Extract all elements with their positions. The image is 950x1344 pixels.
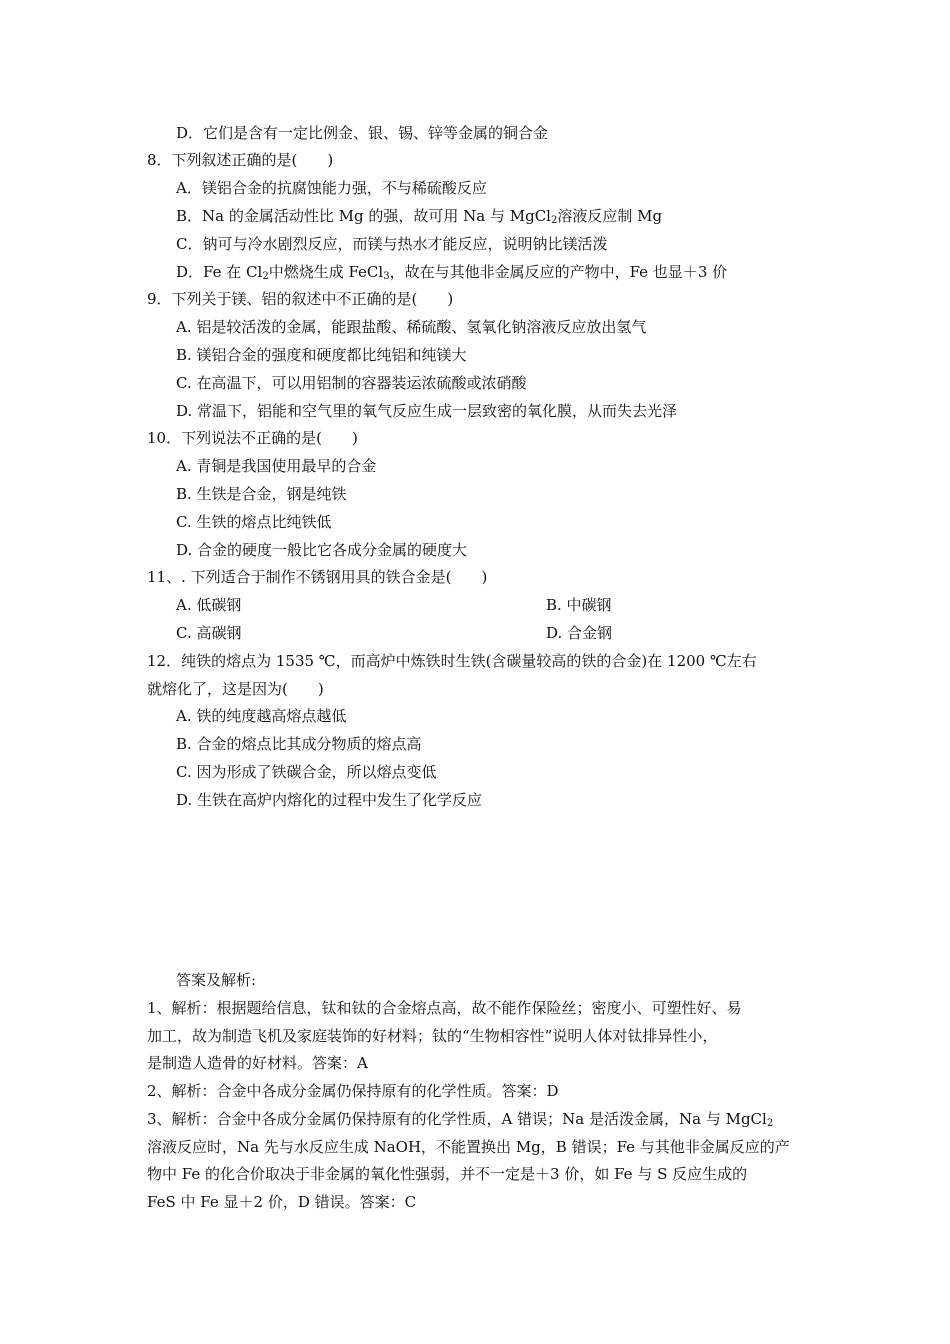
q12-stem-line1: 12．纯铁的熔点为 1535 ℃，而高炉中炼铁时生铁(含碳量较高的铁的合金)在 1200 ℃左右 — [147, 652, 757, 670]
answer-1-line1: 1、解析：根据题给信息，钛和钛的合金熔点高，故不能作保险丝；密度小、可塑性好、易 — [147, 999, 742, 1017]
q11-option-c: C. 高碳钢 — [176, 624, 242, 642]
q12-option-c: C. 因为形成了铁碳合金，所以熔点变低 — [176, 763, 437, 781]
q12-option-d: D. 生铁在高炉内熔化的过程中发生了化学反应 — [176, 791, 483, 809]
q8-option-a: A．镁铝合金的抗腐蚀能力强，不与稀硫酸反应 — [176, 179, 487, 197]
q9-option-b: B. 镁铝合金的强度和硬度都比纯铝和纯镁大 — [176, 346, 467, 364]
q9-option-c: C. 在高温下，可以用铝制的容器装运浓硫酸或浓硝酸 — [176, 374, 527, 392]
q12-stem-line2: 就熔化了，这是因为( ) — [147, 680, 324, 698]
q8-stem: 8．下列叙述正确的是( ) — [147, 151, 334, 169]
q10-option-a: A. 青铜是我国使用最早的合金 — [176, 457, 377, 475]
q12-option-a: A. 铁的纯度越高熔点越低 — [176, 707, 347, 725]
q12-option-b: B. 合金的熔点比其成分物质的熔点高 — [176, 735, 422, 753]
q10-option-d: D. 合金的硬度一般比它各成分金属的硬度大 — [176, 541, 468, 559]
q8-option-c: C．钠可与冷水剧烈反应，而镁与热水才能反应，说明钠比镁活泼 — [176, 235, 608, 253]
q9-option-a: A. 铝是较活泼的金属，能跟盐酸、稀硫酸、氢氧化钠溶液反应放出氢气 — [176, 318, 647, 336]
q10-option-b: B. 生铁是合金，钢是纯铁 — [176, 485, 347, 503]
q8-option-b: B．Na 的金属活动性比 Mg 的强，故可用 Na 与 MgCl$_2$溶液反应制 Mg — [176, 207, 663, 226]
q10-stem: 10．下列说法不正确的是( ) — [147, 429, 358, 447]
q7-option-d: D．它们是含有一定比例金、银、锡、锌等金属的铜合金 — [176, 124, 549, 142]
q11-option-b: B. 中碳钢 — [546, 596, 612, 614]
answer-3-line1: 3、解析：合金中各成分金属仍保持原有的化学性质，A 错误；Na 是活泼金属，Na 与 MgCl$_2$ — [147, 1110, 774, 1129]
answer-3-line3: 物中 Fe 的化合价取决于非金属的氧化性强弱，并不一定是＋3 价，如 Fe 与 S 反应生成的 — [147, 1165, 748, 1183]
answers-heading: 答案及解析: — [176, 971, 257, 989]
q9-option-d: D. 常温下，铝能和空气里的氧气反应生成一层致密的氧化膜，从而失去光泽 — [176, 402, 678, 420]
q11-option-d: D. 合金钢 — [546, 624, 613, 642]
answer-2: 2、解析：合金中各成分金属仍保持原有的化学性质。答案：D — [147, 1082, 559, 1100]
q8-option-d: D．Fe 在 $Cl_2$中燃烧生成 FeCl$_3$，故在与其他非金属反应的产物中，Fe 也显＋3 价 — [176, 263, 728, 282]
q11-stem: 11、. 下列适合于制作不锈钢用具的铁合金是( ) — [147, 568, 488, 586]
answer-3-line2: 溶液反应时，Na 先与水反应生成 NaOH，不能置换出 Mg，B 错误；Fe 与其他非金属反应的产 — [147, 1138, 790, 1156]
answer-1-line2: 加工，故为制造飞机及家庭装饰的好材料；钛的“生物相容性”说明人体对钛排异性小， — [147, 1027, 718, 1045]
answer-3-line4: FeS 中 Fe 显＋2 价，D 错误。答案：C — [147, 1193, 417, 1211]
q10-option-c: C. 生铁的熔点比纯铁低 — [176, 513, 332, 531]
q9-stem: 9．下列关于镁、铝的叙述中不正确的是( ) — [147, 290, 454, 308]
answer-1-line3: 是制造人造骨的好材料。答案：A — [147, 1054, 368, 1072]
q11-option-a: A. 低碳钢 — [176, 596, 242, 614]
